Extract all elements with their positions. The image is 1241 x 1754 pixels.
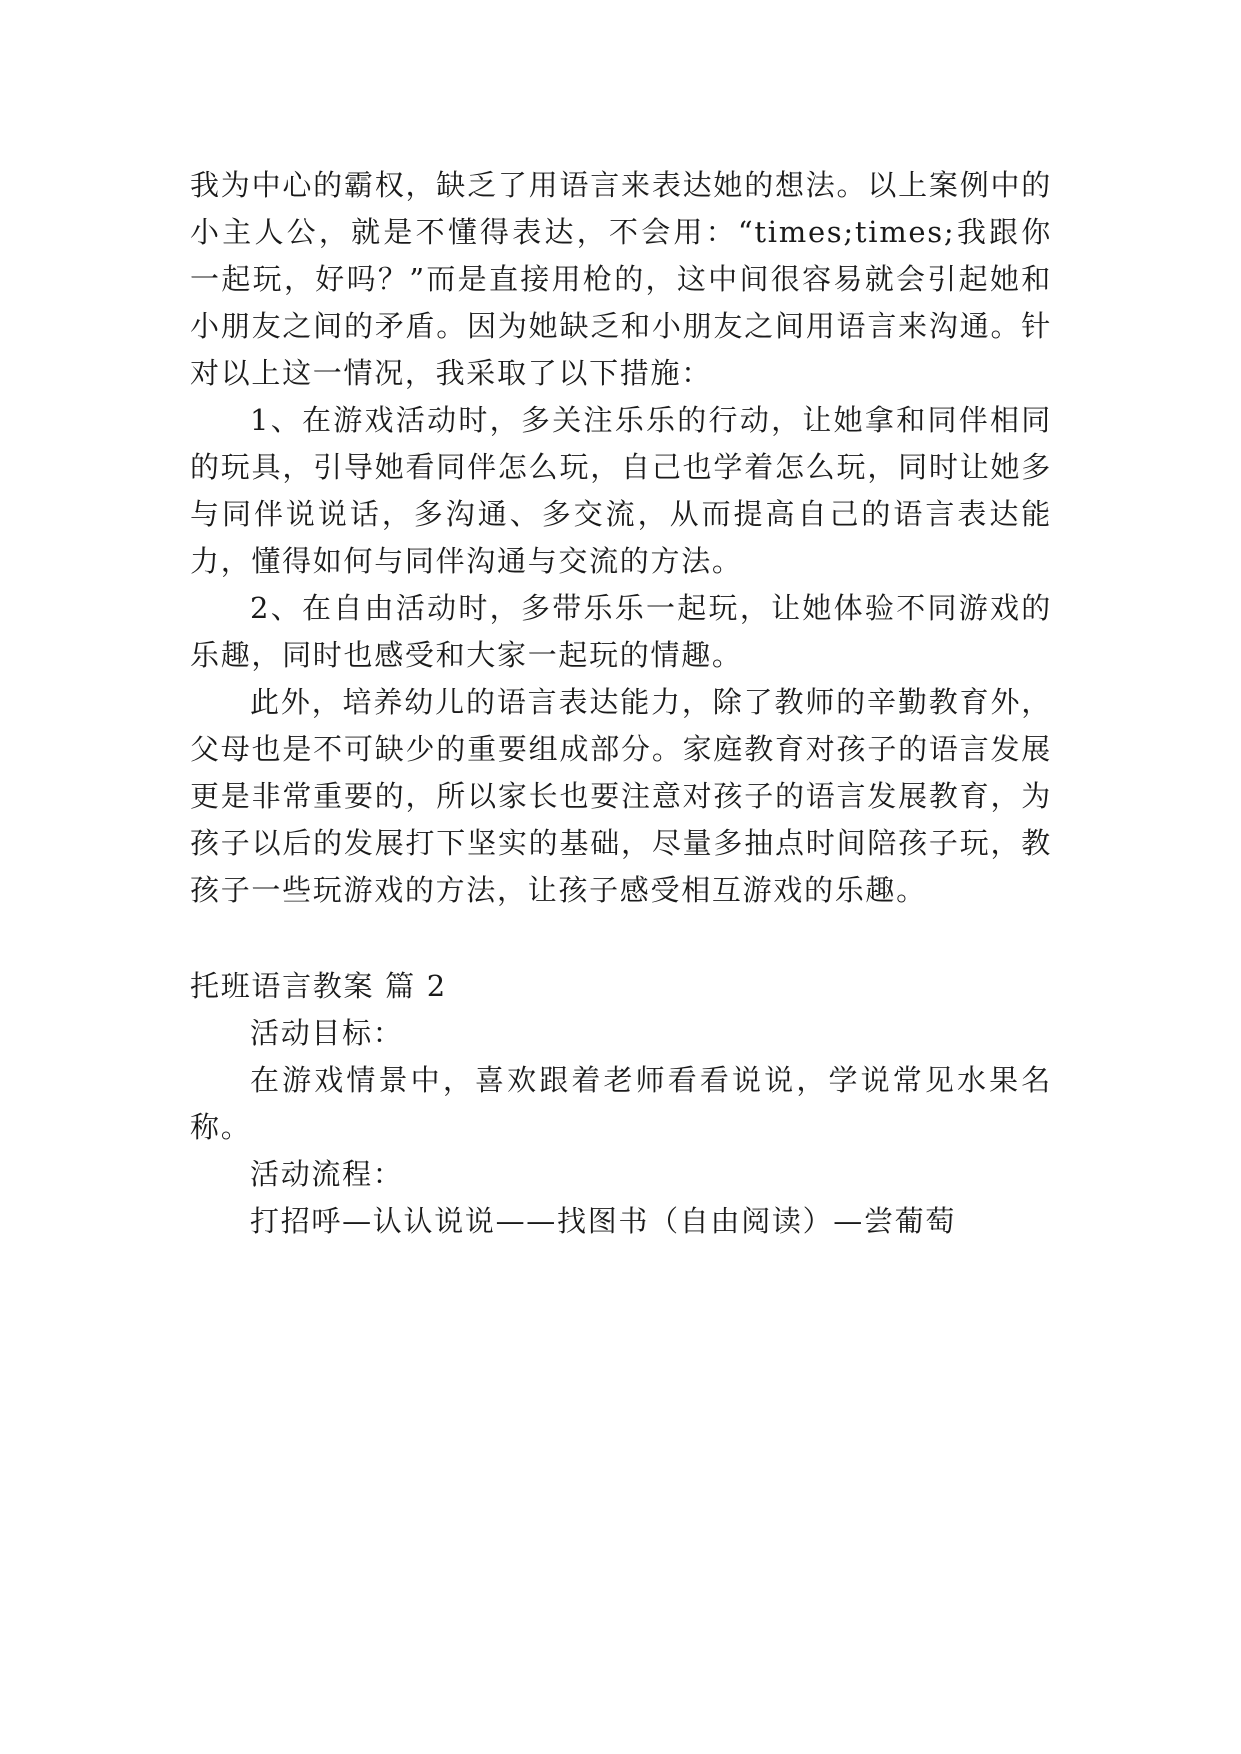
- paragraph-parents: 此外，培养幼儿的语言表达能力，除了教师的辛勤教育外，父母也是不可缺少的重要组成部分。家庭教育对孩子的语言发展更是非常重要的，所以家长也要注意对孩子的语言发展教育，为孩子以后的发展打下坚实的基础，尽量多抽点时间陪孩子玩，教孩子一些玩游戏的方法，让孩子感受相互游戏的乐趣。: [190, 685, 1052, 907]
- paragraph-continuation: 我为中心的霸权，缺乏了用语言来表达她的想法。以上案例中的小主人公，就是不懂得表达，不会用：“times;times;我跟你一起玩，好吗？”而是直接用枪的，这中间很容易就会引起她和小朋友之间的矛盾。因为她缺乏和小朋友之间用语言来沟通。针对以上这一情况，我采取了以下措施：: [190, 168, 1052, 390]
- section-title: 托班语言教案 篇 2: [190, 969, 447, 1003]
- paragraph-measure-2: 2、在自由活动时，多带乐乐一起玩，让她体验不同游戏的乐趣，同时也感受和大家一起玩的情趣。: [190, 591, 1052, 672]
- paragraph-flow-heading: 活动流程：: [250, 1157, 404, 1191]
- paragraph-flow: 打招呼—认认说说——找图书（自由阅读）—尝葡萄: [250, 1204, 957, 1238]
- paragraph-goal: 在游戏情景中，喜欢跟着老师看看说说，学说常见水果名称。: [190, 1063, 1052, 1144]
- document-body: [190, 162, 1052, 1245]
- paragraph-goal-heading: 活动目标：: [250, 1016, 404, 1050]
- paragraph-measure-1: 1、在游戏活动时，多关注乐乐的行动，让她拿和同伴相同的玩具，引导她看同伴怎么玩，自己也学着怎么玩，同时让她多与同伴说说话，多沟通、多交流，从而提高自己的语言表达能力，懂得如何与同伴沟通与交流的方法。: [190, 403, 1052, 578]
